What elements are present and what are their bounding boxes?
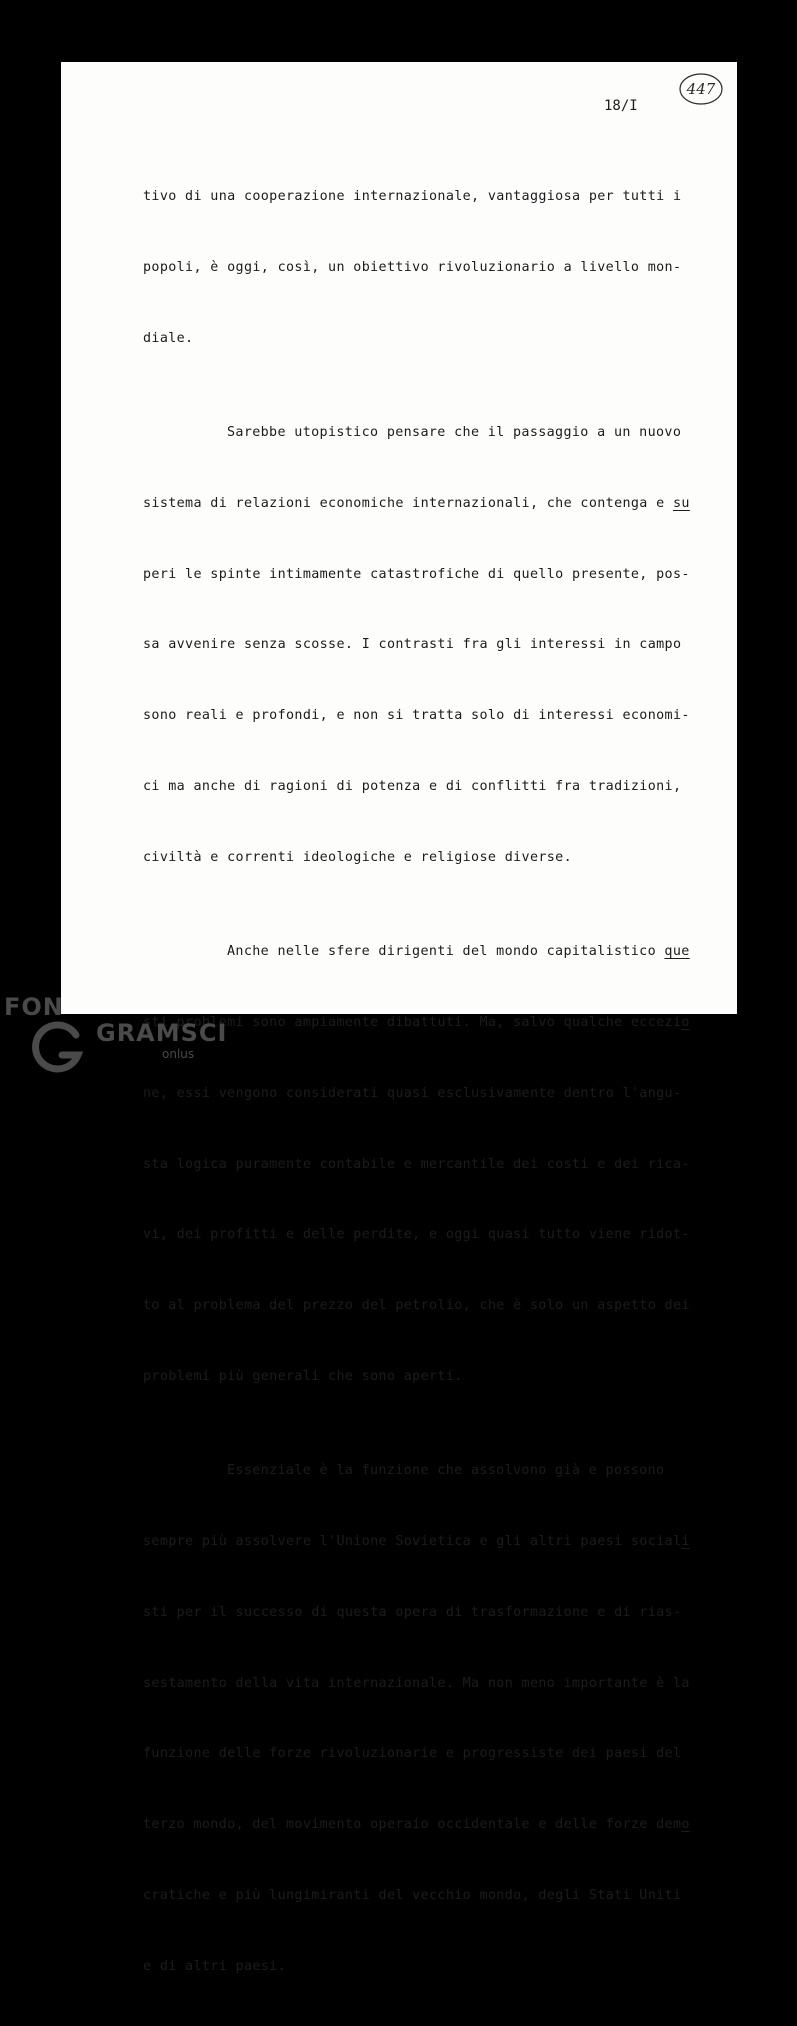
underlined-fragment: o xyxy=(681,1817,690,1833)
text-line: ci ma anche di ragioni di potenza e di conflitti fra tradizioni, xyxy=(143,779,682,795)
text-line xyxy=(143,1011,723,1035)
text-line xyxy=(143,1530,723,1554)
watermark-line-1: FON xyxy=(4,993,64,1021)
watermark-line-2: GRAMSCI xyxy=(96,1019,228,1047)
text-line xyxy=(143,940,723,964)
text-line: ne, essi vengono considerati quasi esclusivamente dentro l'angu- xyxy=(143,1085,682,1101)
watermark-line-3: onlus xyxy=(162,1047,195,1061)
text-line: cratiche e più lungimiranti del vecchio mondo, degli Stati Uniti xyxy=(143,1887,682,1903)
text-line: tivo di una cooperazione internazionale, vantaggiosa per tutti i xyxy=(143,189,682,205)
text-line: problemi più generali che sono aperti. xyxy=(143,1368,463,1384)
text-line: sestamento della vita internazionale. Ma non meno importante è la xyxy=(143,1675,690,1691)
underlined-fragment: su xyxy=(672,495,690,511)
text-line: Essenziale è la funzione che assolvono già e possono xyxy=(227,1463,665,1479)
page-number: 18/I xyxy=(604,98,638,114)
underlined-fragment: i xyxy=(681,1534,690,1550)
text-line: funzione delle forze rivoluzionarie e progressiste dei paesi del xyxy=(143,1746,682,1762)
text-fragment: sempre più assolvere l'Unione Sovietica e gli altri paesi social xyxy=(143,1534,682,1550)
text-line xyxy=(143,1813,723,1837)
text-line: sa avvenire senza scosse. I contrasti fra gli interessi in campo xyxy=(143,637,682,653)
text-fragment: terzo mondo, del movimento operaio occidentale e delle forze dem xyxy=(143,1817,682,1833)
text-line: Sarebbe utopistico pensare che il passaggio a un nuovo xyxy=(227,425,682,441)
text-line: to al problema del prezzo del petrolio, che è solo un aspetto dei xyxy=(143,1298,690,1314)
text-line: sono reali e profondi, e non si tratta solo di interessi economi- xyxy=(143,708,690,724)
text-line: popoli, è oggi, così, un obiettivo rivoluzionario a livello mon- xyxy=(143,259,682,275)
typewritten-body xyxy=(143,138,723,2026)
text-line: sta logica puramente contabile e mercantile dei costi e dei rica- xyxy=(143,1156,690,1172)
fondazione-gramsci-watermark xyxy=(0,985,228,1075)
text-fragment: Anche nelle sfere dirigenti del mondo capitalistico xyxy=(227,944,665,960)
underlined-fragment: o xyxy=(681,1014,690,1030)
text-line: diale. xyxy=(143,330,194,346)
text-line xyxy=(143,492,723,516)
g-logo-icon xyxy=(32,1021,86,1075)
text-line: sti per il successo di questa opera di trasformazione e di rias- xyxy=(143,1604,682,1620)
folio-number: 447 xyxy=(686,80,716,98)
text-line: e di altri paesi. xyxy=(143,1958,287,1974)
text-fragment: sistema di relazioni economiche internazionali, che contenga e xyxy=(143,495,673,511)
text-fragment: sti problemi sono ampiamente dibattuti. Ma, salvo qualche eccezi xyxy=(143,1014,682,1030)
handwritten-folio-stamp xyxy=(678,71,724,107)
text-line: civiltà e correnti ideologiche e religiose diverse. xyxy=(143,849,573,865)
underlined-fragment: que xyxy=(664,944,690,960)
text-line: vi, dei profitti e delle perdite, e oggi quasi tutto viene ridot- xyxy=(143,1227,690,1243)
text-line: peri le spinte intimamente catastrofiche di quello presente, pos- xyxy=(143,566,690,582)
